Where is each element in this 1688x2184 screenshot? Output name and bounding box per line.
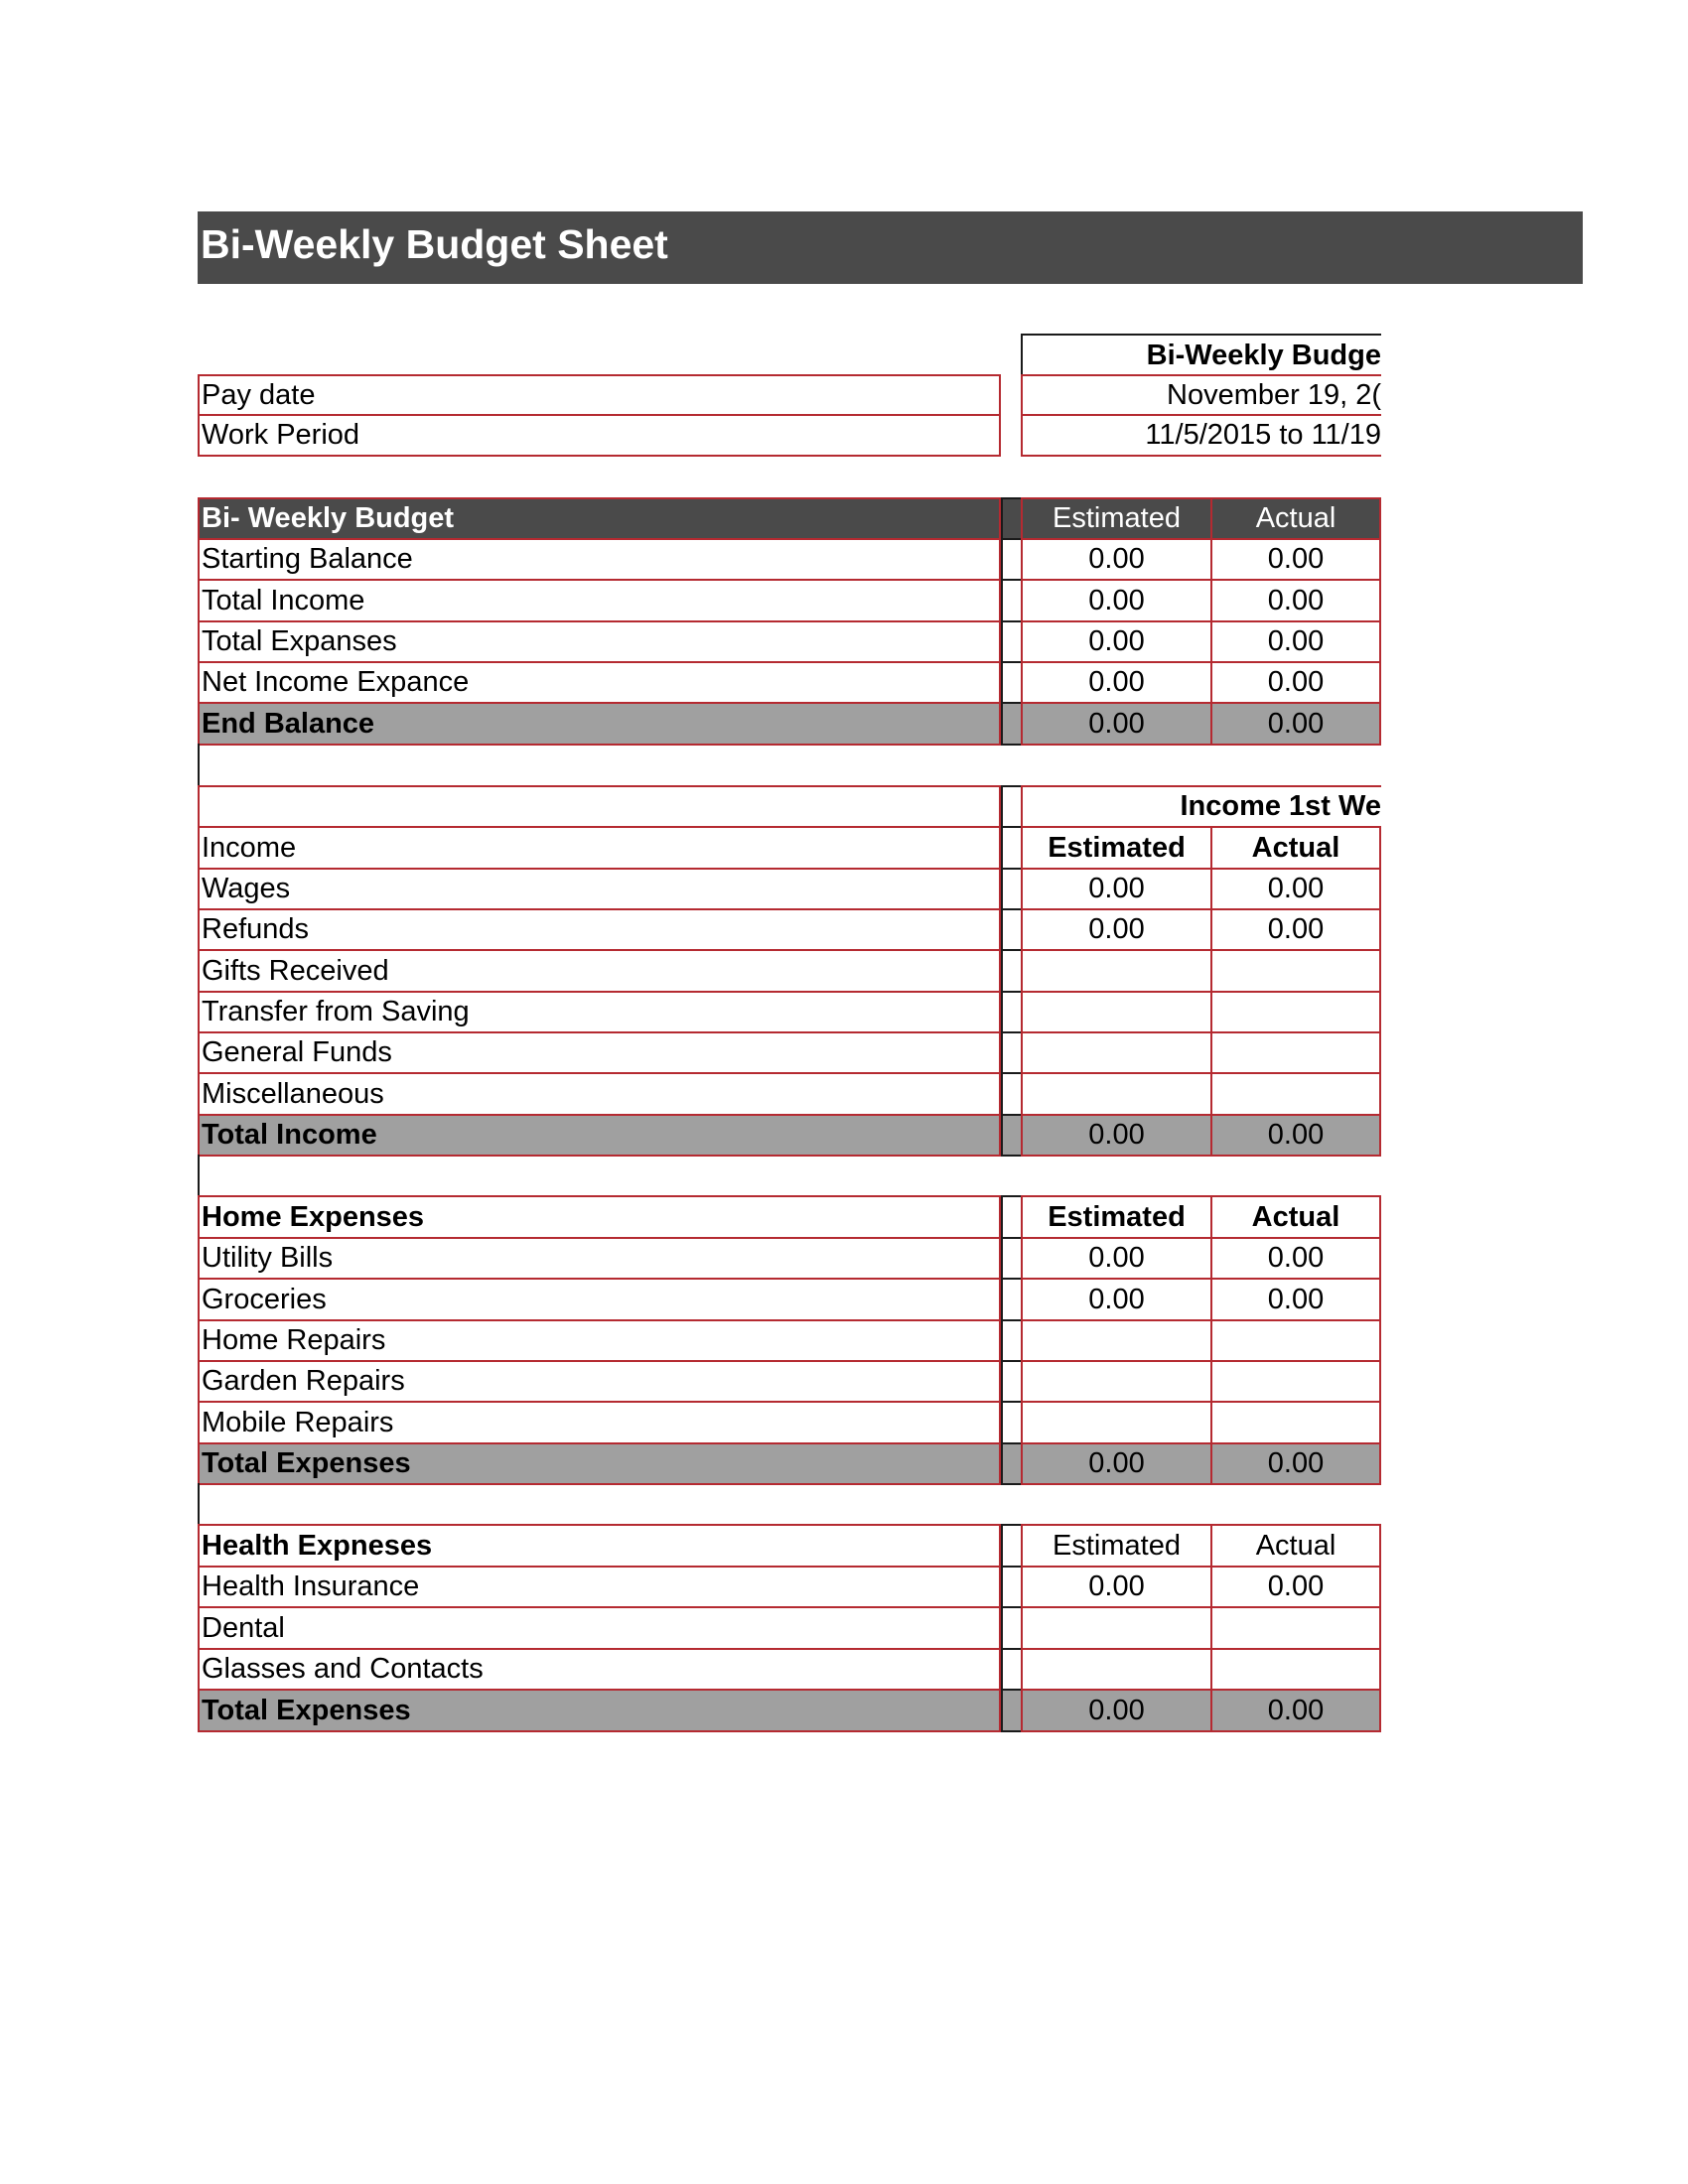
summary-row-estimated[interactable] bbox=[1021, 620, 1212, 663]
spacer-row bbox=[198, 1483, 200, 1526]
work-period-label-cell[interactable] bbox=[198, 414, 1001, 457]
summary-total-estimated[interactable] bbox=[1021, 702, 1212, 746]
summary-row-estimated[interactable] bbox=[1021, 579, 1212, 622]
actual-value: 0.00 bbox=[1267, 873, 1325, 904]
income-row-label[interactable] bbox=[198, 949, 1001, 993]
health-row-gap bbox=[1001, 1606, 1023, 1650]
health-row-actual[interactable] bbox=[1210, 1606, 1381, 1650]
row-label: Gifts Received bbox=[202, 954, 389, 987]
estimated-value: 0.00 bbox=[1088, 1447, 1145, 1479]
row-label: Miscellaneous bbox=[202, 1077, 384, 1110]
health-title-cell[interactable] bbox=[198, 1524, 1001, 1568]
income-row-label[interactable] bbox=[198, 1072, 1001, 1116]
home-row-actual[interactable] bbox=[1210, 1278, 1381, 1321]
income-heading-label-cell[interactable] bbox=[198, 785, 1001, 828]
health-col-estimated[interactable] bbox=[1021, 1524, 1212, 1568]
income-row-label[interactable] bbox=[198, 991, 1001, 1033]
home-row-gap bbox=[1001, 1401, 1023, 1444]
estimated-value: 0.00 bbox=[1088, 1242, 1145, 1274]
summary-title: Bi- Weekly Budget bbox=[202, 502, 455, 534]
home-total-estimated[interactable] bbox=[1021, 1442, 1212, 1485]
row-label: Total Expanses bbox=[202, 625, 397, 657]
estimated-header: Estimated bbox=[1048, 831, 1186, 864]
home-row-label[interactable] bbox=[198, 1360, 1001, 1403]
summary-gap-cell bbox=[1001, 497, 1023, 540]
health-row-label[interactable] bbox=[198, 1566, 1001, 1608]
summary-row-actual[interactable] bbox=[1210, 538, 1381, 581]
spacer-row bbox=[198, 1155, 200, 1197]
estimated-value: 0.00 bbox=[1088, 913, 1145, 945]
estimated-header: Estimated bbox=[1048, 1200, 1186, 1233]
income-total-actual[interactable] bbox=[1210, 1114, 1381, 1157]
income-row-gap bbox=[1001, 991, 1023, 1033]
income-row-gap bbox=[1001, 908, 1023, 951]
home-row-estimated[interactable] bbox=[1021, 1237, 1212, 1280]
actual-value: 0.00 bbox=[1267, 1570, 1325, 1602]
actual-value: 0.00 bbox=[1267, 1119, 1325, 1151]
health-row-gap bbox=[1001, 1648, 1023, 1691]
home-title-cell[interactable] bbox=[198, 1195, 1001, 1239]
home-row-estimated[interactable] bbox=[1021, 1401, 1212, 1444]
income-total-label[interactable] bbox=[198, 1114, 1001, 1157]
home-row-label[interactable] bbox=[198, 1237, 1001, 1280]
row-label: Health Insurance bbox=[202, 1570, 420, 1602]
row-label: Groceries bbox=[202, 1283, 327, 1315]
home-row-estimated[interactable] bbox=[1021, 1278, 1212, 1321]
summary-row-gap bbox=[1001, 661, 1023, 704]
actual-value: 0.00 bbox=[1267, 584, 1325, 616]
summary-estimated-header: Estimated bbox=[1053, 502, 1181, 534]
income-heading-cell[interactable] bbox=[1021, 785, 1381, 828]
income-total-estimated[interactable] bbox=[1021, 1114, 1212, 1157]
home-row-gap bbox=[1001, 1237, 1023, 1280]
home-row-gap bbox=[1001, 1360, 1023, 1403]
estimated-value: 0.00 bbox=[1088, 666, 1145, 698]
income-row-estimated[interactable] bbox=[1021, 868, 1212, 910]
home-col-estimated[interactable] bbox=[1021, 1195, 1212, 1239]
row-label: Total Income bbox=[202, 584, 365, 616]
summary-row-estimated[interactable] bbox=[1021, 538, 1212, 581]
pay-date-label-cell[interactable] bbox=[198, 374, 1001, 416]
actual-value: 0.00 bbox=[1267, 1242, 1325, 1274]
health-row-label[interactable] bbox=[198, 1648, 1001, 1691]
estimated-value: 0.00 bbox=[1088, 1570, 1145, 1602]
health-row-estimated[interactable] bbox=[1021, 1606, 1212, 1650]
header-heading-cell[interactable] bbox=[1021, 334, 1381, 375]
estimated-value: 0.00 bbox=[1088, 625, 1145, 657]
row-label: Garden Repairs bbox=[202, 1365, 405, 1397]
actual-header: Actual bbox=[1251, 1200, 1340, 1233]
row-label: Dental bbox=[202, 1611, 285, 1644]
income-row-estimated[interactable] bbox=[1021, 1072, 1212, 1116]
summary-row-gap bbox=[1001, 620, 1023, 663]
health-title: Health Expneses bbox=[202, 1529, 433, 1562]
health-row-label[interactable] bbox=[198, 1606, 1001, 1650]
income-col-estimated[interactable] bbox=[1021, 826, 1212, 870]
health-total-estimated[interactable] bbox=[1021, 1689, 1212, 1732]
actual-value: 0.00 bbox=[1267, 913, 1325, 945]
actual-header: Actual bbox=[1255, 1529, 1336, 1562]
summary-row-gap bbox=[1001, 538, 1023, 581]
home-row-label[interactable] bbox=[198, 1401, 1001, 1444]
summary-row-label[interactable] bbox=[198, 620, 1001, 663]
estimated-value: 0.00 bbox=[1088, 584, 1145, 616]
home-row-actual[interactable] bbox=[1210, 1360, 1381, 1403]
summary-row-estimated[interactable] bbox=[1021, 661, 1212, 704]
income-row-actual[interactable] bbox=[1210, 868, 1381, 910]
home-col-actual[interactable] bbox=[1210, 1195, 1381, 1239]
health-total-gap bbox=[1001, 1689, 1023, 1732]
row-label: Glasses and Contacts bbox=[202, 1653, 484, 1685]
summary-title-cell[interactable] bbox=[198, 497, 1001, 540]
home-row-label[interactable] bbox=[198, 1319, 1001, 1362]
row-label: Refunds bbox=[202, 913, 310, 945]
home-row-actual[interactable] bbox=[1210, 1401, 1381, 1444]
income-row-actual[interactable] bbox=[1210, 949, 1381, 993]
health-total-actual[interactable] bbox=[1210, 1689, 1381, 1732]
health-title-gap bbox=[1001, 1524, 1023, 1568]
total-label: Total Income bbox=[202, 1119, 377, 1151]
actual-value: 0.00 bbox=[1267, 1694, 1325, 1726]
summary-actual-header: Actual bbox=[1255, 502, 1336, 534]
home-total-actual[interactable] bbox=[1210, 1442, 1381, 1485]
work-period-value-cell[interactable] bbox=[1021, 414, 1381, 457]
summary-total-gap bbox=[1001, 702, 1023, 746]
row-label: Wages bbox=[202, 873, 291, 904]
spacer-row bbox=[198, 744, 200, 785]
income-row-gap bbox=[1001, 1031, 1023, 1074]
total-label: Total Expenses bbox=[202, 1694, 411, 1726]
health-row-estimated[interactable] bbox=[1021, 1566, 1212, 1608]
health-total-label[interactable] bbox=[198, 1689, 1001, 1732]
actual-value: 0.00 bbox=[1267, 707, 1325, 740]
summary-col-estimated[interactable] bbox=[1021, 497, 1212, 540]
home-row-estimated[interactable] bbox=[1021, 1319, 1212, 1362]
actual-value: 0.00 bbox=[1267, 1447, 1325, 1479]
summary-row-label[interactable] bbox=[198, 538, 1001, 581]
estimated-value: 0.00 bbox=[1088, 707, 1145, 740]
actual-value: 0.00 bbox=[1267, 543, 1325, 575]
income-row-gap bbox=[1001, 1072, 1023, 1116]
home-row-gap bbox=[1001, 1278, 1023, 1321]
health-row-estimated[interactable] bbox=[1021, 1648, 1212, 1691]
row-label: Mobile Repairs bbox=[202, 1406, 394, 1438]
work-period-label: Work Period bbox=[202, 419, 360, 451]
summary-total-label[interactable] bbox=[198, 702, 1001, 746]
income-row-gap bbox=[1001, 949, 1023, 993]
total-label: End Balance bbox=[202, 707, 375, 740]
summary-row-gap bbox=[1001, 579, 1023, 622]
income-row-gap bbox=[1001, 868, 1023, 910]
income-title-gap bbox=[1001, 826, 1023, 870]
home-row-actual[interactable] bbox=[1210, 1237, 1381, 1280]
summary-col-actual[interactable] bbox=[1210, 497, 1381, 540]
estimated-header: Estimated bbox=[1053, 1529, 1181, 1562]
income-row-estimated[interactable] bbox=[1021, 949, 1212, 993]
income-row-label[interactable] bbox=[198, 1031, 1001, 1074]
pay-date-label: Pay date bbox=[202, 378, 316, 411]
summary-row-label[interactable] bbox=[198, 661, 1001, 704]
summary-row-label[interactable] bbox=[198, 579, 1001, 622]
actual-value: 0.00 bbox=[1267, 1283, 1325, 1315]
home-total-gap bbox=[1001, 1442, 1023, 1485]
row-label: Transfer from Saving bbox=[202, 996, 470, 1027]
estimated-value: 0.00 bbox=[1088, 1283, 1145, 1315]
home-row-label[interactable] bbox=[198, 1278, 1001, 1321]
actual-value: 0.00 bbox=[1267, 666, 1325, 698]
income-row-label[interactable] bbox=[198, 868, 1001, 910]
work-period-value: 11/5/2015 to 11/19 bbox=[1145, 419, 1381, 451]
row-label: Net Income Expance bbox=[202, 666, 470, 698]
income-row-estimated[interactable] bbox=[1021, 1031, 1212, 1074]
income-row-estimated[interactable] bbox=[1021, 991, 1212, 1033]
health-col-actual[interactable] bbox=[1210, 1524, 1381, 1568]
row-label: Utility Bills bbox=[202, 1242, 334, 1274]
home-row-actual[interactable] bbox=[1210, 1319, 1381, 1362]
health-row-gap bbox=[1001, 1566, 1023, 1608]
health-row-actual[interactable] bbox=[1210, 1648, 1381, 1691]
summary-total-actual[interactable] bbox=[1210, 702, 1381, 746]
estimated-value: 0.00 bbox=[1088, 1694, 1145, 1726]
page-title: Bi-Weekly Budget Sheet bbox=[201, 221, 668, 267]
summary-row-actual[interactable] bbox=[1210, 620, 1381, 663]
row-label: Starting Balance bbox=[202, 543, 413, 575]
estimated-value: 0.00 bbox=[1088, 1119, 1145, 1151]
estimated-value: 0.00 bbox=[1088, 873, 1145, 904]
summary-row-actual[interactable] bbox=[1210, 579, 1381, 622]
income-title-cell[interactable] bbox=[198, 826, 1001, 870]
actual-value: 0.00 bbox=[1267, 625, 1325, 657]
income-row-label[interactable] bbox=[198, 908, 1001, 951]
home-row-gap bbox=[1001, 1319, 1023, 1362]
row-label: Home Repairs bbox=[202, 1324, 386, 1356]
actual-header: Actual bbox=[1251, 831, 1340, 864]
income-row-estimated[interactable] bbox=[1021, 908, 1212, 951]
income-heading-gap bbox=[1001, 785, 1023, 828]
pay-date-value-cell[interactable] bbox=[1021, 374, 1381, 416]
row-label: General Funds bbox=[202, 1036, 392, 1068]
title-bar bbox=[198, 211, 1583, 284]
pay-date-value: November 19, 2( bbox=[1167, 378, 1381, 411]
header-heading: Bi-Weekly Budge bbox=[1146, 339, 1381, 371]
income-row-actual[interactable] bbox=[1210, 991, 1381, 1033]
summary-row-actual[interactable] bbox=[1210, 661, 1381, 704]
income-title: Income bbox=[202, 831, 297, 864]
estimated-value: 0.00 bbox=[1088, 543, 1145, 575]
home-total-label[interactable] bbox=[198, 1442, 1001, 1485]
income-col-actual[interactable] bbox=[1210, 826, 1381, 870]
home-title-gap bbox=[1001, 1195, 1023, 1239]
income-row-actual[interactable] bbox=[1210, 1031, 1381, 1074]
home-row-estimated[interactable] bbox=[1021, 1360, 1212, 1403]
health-row-actual[interactable] bbox=[1210, 1566, 1381, 1608]
income-row-actual[interactable] bbox=[1210, 908, 1381, 951]
income-total-gap bbox=[1001, 1114, 1023, 1157]
income-row-actual[interactable] bbox=[1210, 1072, 1381, 1116]
home-title: Home Expenses bbox=[202, 1200, 425, 1233]
income-heading: Income 1st We bbox=[1180, 790, 1381, 822]
total-label: Total Expenses bbox=[202, 1447, 411, 1479]
